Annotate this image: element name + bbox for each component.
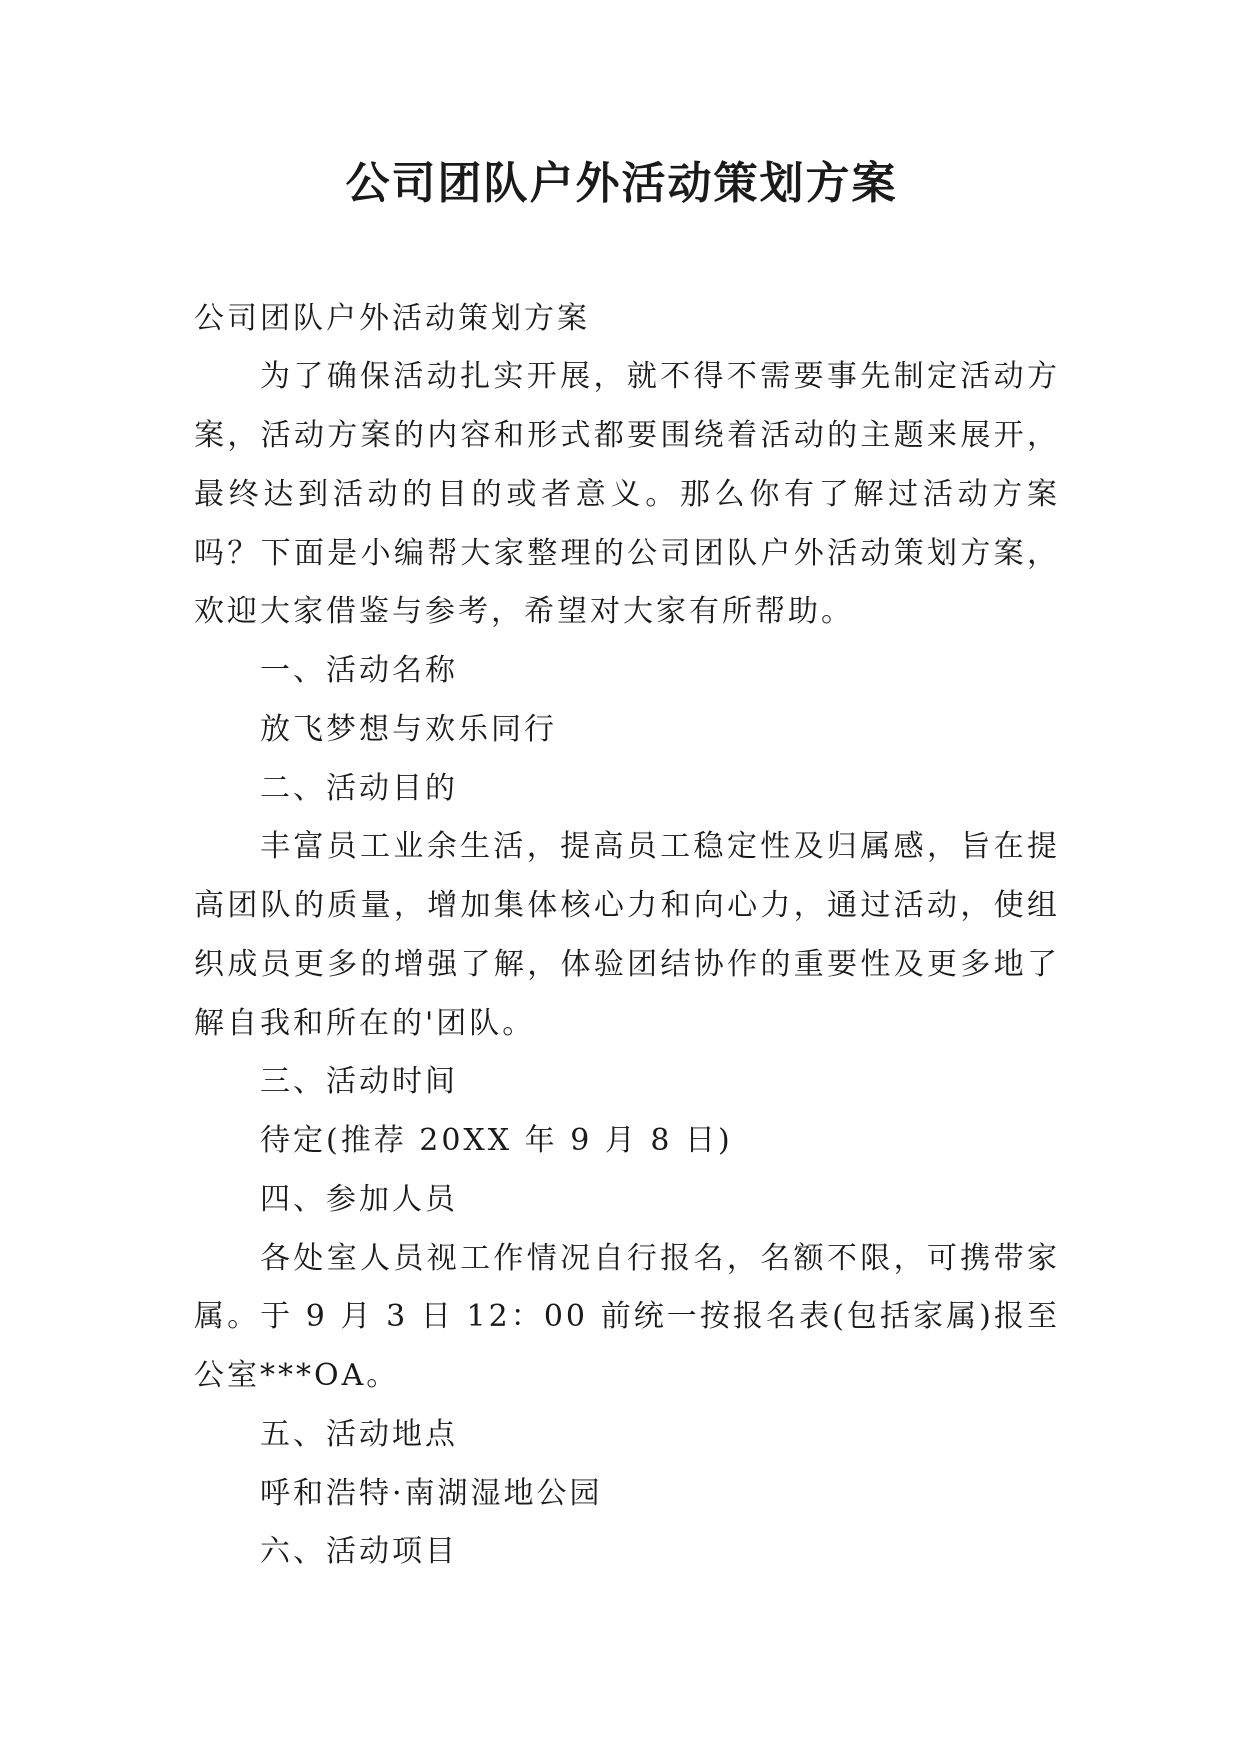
document-title: 公司团队户外活动策划方案 <box>345 158 898 209</box>
section-text-line: 丰富员工业余生活，提高员工稳定性及归属感，旨在提 <box>260 829 1060 865</box>
section-text-line: 放飞梦想与欢乐同行 <box>260 711 557 747</box>
intro-paragraph-line: 为了确保活动扎实开展，就不得不需要事先制定活动方 <box>260 359 1060 395</box>
section-heading: 四、参加人员 <box>260 1181 458 1217</box>
lead-line: 公司团队户外活动策划方案 <box>194 300 590 336</box>
intro-paragraph-line: 案，活动方案的内容和形式都要围绕着活动的主题来展开， <box>194 418 1060 454</box>
intro-paragraph-line: 吗？下面是小编帮大家整理的公司团队户外活动策划方案， <box>194 535 1060 571</box>
section-text-line: 呼和浩特·南湖湿地公园 <box>260 1475 603 1511</box>
section-heading: 二、活动目的 <box>260 770 458 806</box>
section-text-line: 解自我和所在的'团队。 <box>194 1005 536 1041</box>
section-heading: 一、活动名称 <box>260 653 458 689</box>
intro-paragraph-line: 欢迎大家借鉴与参考，希望对大家有所帮助。 <box>194 594 854 630</box>
section-heading: 六、活动项目 <box>260 1534 458 1570</box>
section-text-line: 公室***OA。 <box>194 1358 400 1394</box>
intro-paragraph-line: 最终达到活动的目的或者意义。那么你有了解过活动方案 <box>194 476 1060 512</box>
section-text-line: 属。于 9 月 3 日 12：00 前统一按报名表(包括家属)报至 <box>194 1299 1060 1335</box>
section-heading: 三、活动时间 <box>260 1064 458 1100</box>
section-text-line: 织成员更多的增强了解，体验团结协作的重要性及更多地了 <box>194 946 1060 982</box>
section-text-line: 待定(推荐 20XX 年 9 月 8 日) <box>260 1123 733 1159</box>
section-text-line: 高团队的质量，增加集体核心力和向心力，通过活动，使组 <box>194 888 1060 924</box>
document-body <box>194 290 1060 1583</box>
section-heading: 五、活动地点 <box>260 1416 458 1452</box>
section-text-line: 各处室人员视工作情况自行报名，名额不限，可携带家 <box>260 1240 1060 1276</box>
